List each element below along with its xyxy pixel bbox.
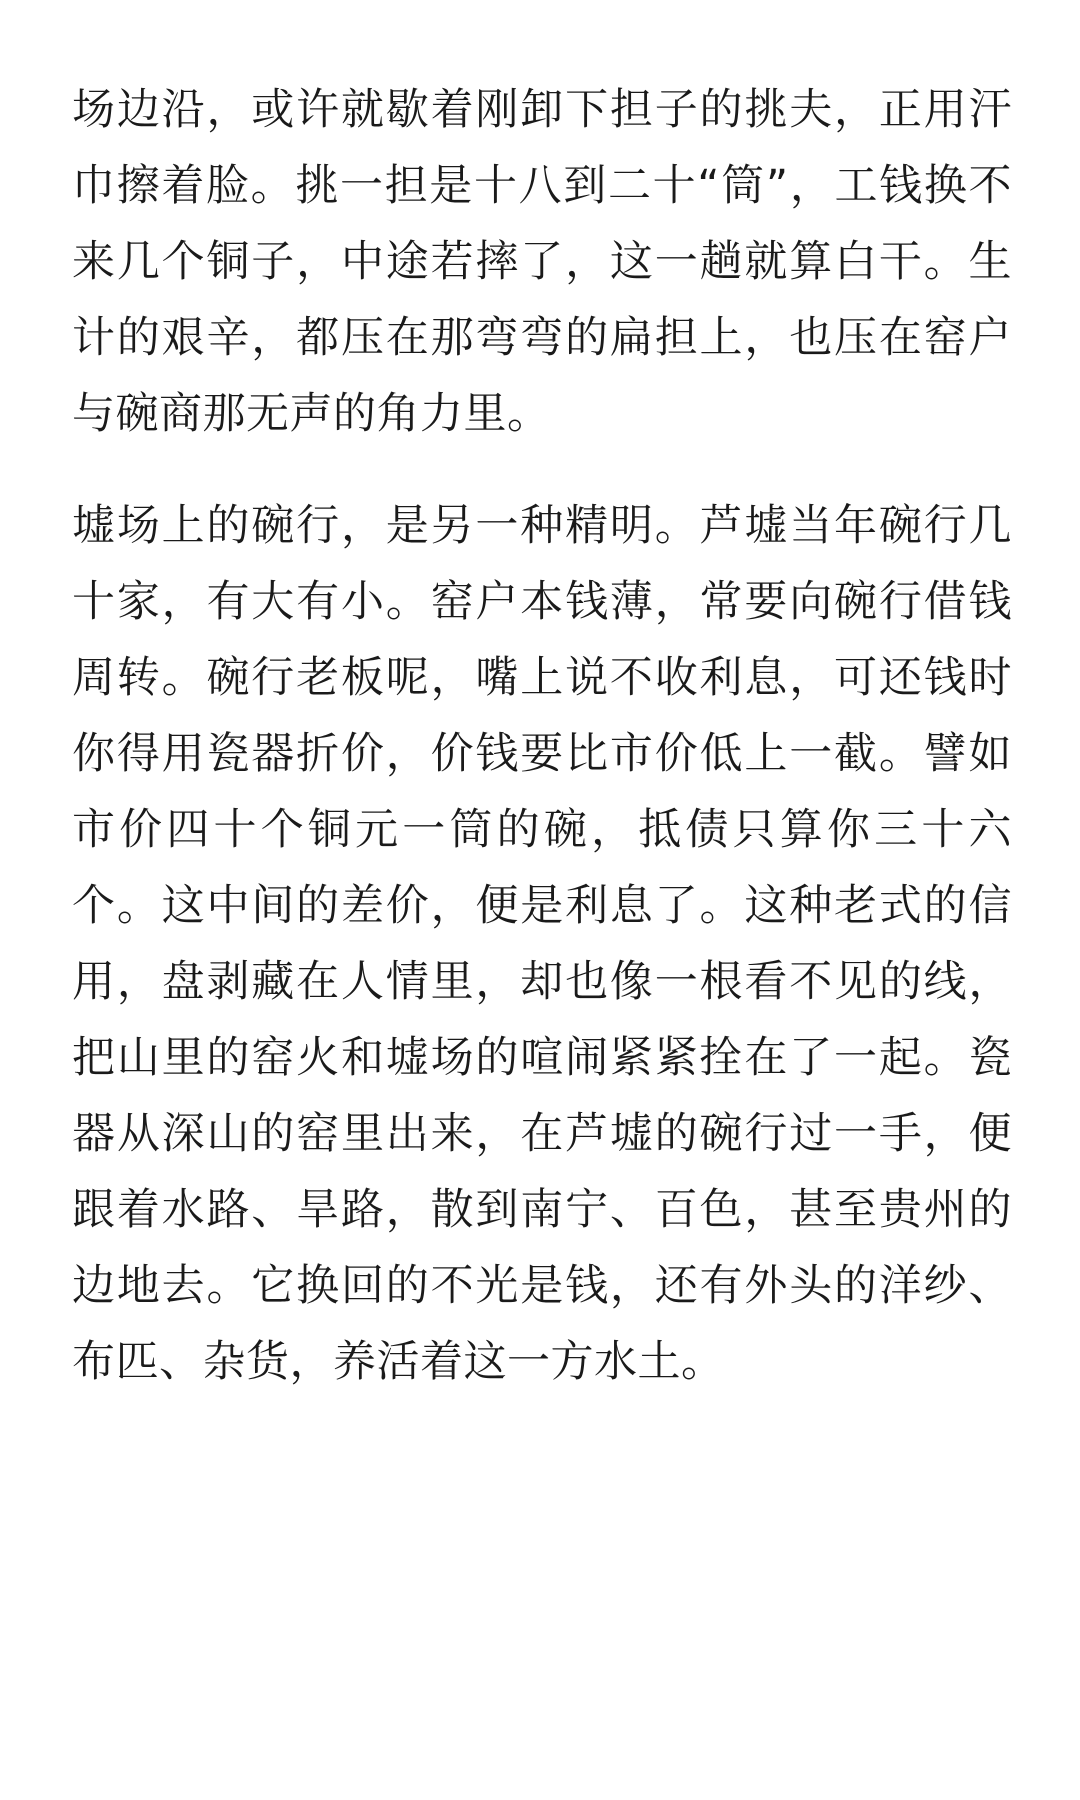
paragraph-2: 墟场上的碗行，是另一种精明。芦墟当年碗行几十家，有大有小。窑户本钱薄，常要向碗行借钱周转。碗行老板呢，嘴上说不收利息，可还钱时你得用瓷器折价，价钱要比市价低上一截。譬如市价四十个铜元一筒的碗，抵债只算你三十六个。这中间的差价，便是利息了。这种老式的信用，盘剥藏在人情里，却也像一根看不见的线，把山里的窑火和墟场的喧闹紧紧拴在了一起。瓷器从深山的窑里出来，在芦墟的碗行过一手，便跟着水路、旱路，散到南宁、百色，甚至贵州的边地去。它换回的不光是钱，还有外头的洋纱、布匹、杂货，养活着这一方水土。 <box>72 501 1012 1387</box>
article-body <box>72 72 1012 1436</box>
paragraph-1: 场边沿，或许就歇着刚卸下担子的挑夫，正用汗巾擦着脸。挑一担是十八到二十“筒”，工钱换不来几个铜子，中途若摔了，这一趟就算白干。生计的艰辛，都压在那弯弯的扁担上，也压在窑户与碗商那无声的角力里。 <box>72 85 1012 439</box>
